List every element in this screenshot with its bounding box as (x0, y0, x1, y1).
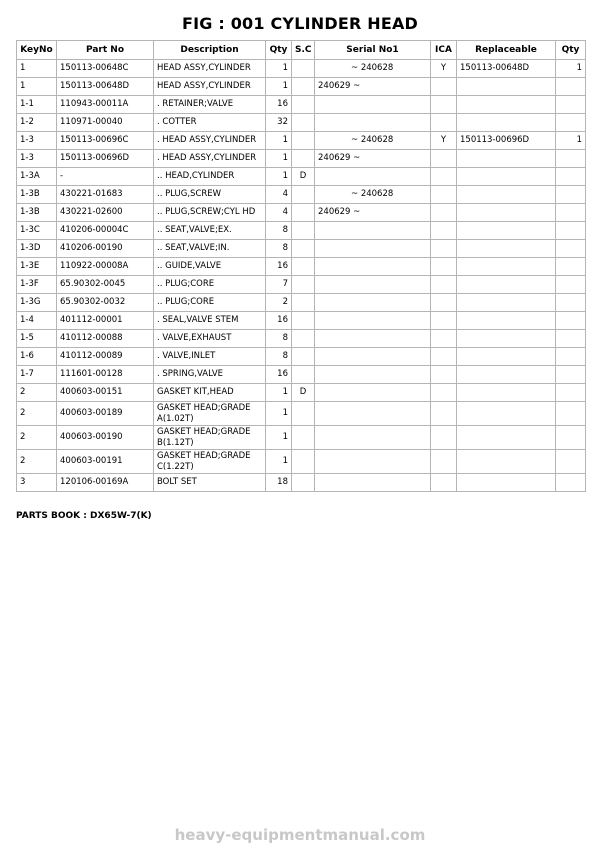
header-serial-no1: Serial No1 (315, 41, 431, 60)
cell-description: GASKET HEAD;GRADE B(1.12T) (154, 426, 266, 450)
cell-replaceable-qty (556, 276, 586, 294)
cell-keyno: 1-3F (17, 276, 57, 294)
cell-description: .. SEAT,VALVE;IN. (154, 240, 266, 258)
cell-qty: 1 (266, 132, 292, 150)
cell-replaceable-qty (556, 426, 586, 450)
header-qty: Qty (266, 41, 292, 60)
cell-description: BOLT SET (154, 474, 266, 492)
table-row (17, 294, 586, 312)
cell-sc (292, 186, 315, 204)
table-row (17, 402, 586, 426)
parts-table-body (17, 60, 586, 492)
cell-serial-no1 (315, 222, 431, 240)
cell-keyno: 1-6 (17, 348, 57, 366)
cell-replaceable-qty (556, 204, 586, 222)
header-sc: S.C (292, 41, 315, 60)
table-row (17, 258, 586, 276)
cell-replaceable-qty (556, 312, 586, 330)
cell-ica (431, 96, 457, 114)
cell-ica: Y (431, 60, 457, 78)
cell-sc (292, 474, 315, 492)
header-part-no: Part No (57, 41, 154, 60)
cell-replaceable-qty (556, 114, 586, 132)
cell-replaceable-qty (556, 186, 586, 204)
table-row (17, 426, 586, 450)
cell-part-no: 410206-00004C (57, 222, 154, 240)
table-row (17, 96, 586, 114)
cell-part-no: 150113-00696D (57, 150, 154, 168)
cell-replaceable-qty (556, 450, 586, 474)
cell-ica (431, 330, 457, 348)
cell-part-no: 110922-00008A (57, 258, 154, 276)
cell-replaceable (457, 384, 556, 402)
cell-part-no: 430221-02600 (57, 204, 154, 222)
cell-replaceable (457, 150, 556, 168)
cell-replaceable (457, 222, 556, 240)
cell-sc (292, 366, 315, 384)
cell-part-no: 430221-01683 (57, 186, 154, 204)
cell-part-no: 110943-00011A (57, 96, 154, 114)
parts-table (16, 40, 586, 492)
cell-qty: 16 (266, 366, 292, 384)
table-row (17, 204, 586, 222)
cell-serial-no1 (315, 294, 431, 312)
table-header-row (17, 41, 586, 60)
cell-qty: 8 (266, 348, 292, 366)
cell-serial-no1 (315, 240, 431, 258)
cell-ica (431, 312, 457, 330)
cell-keyno: 2 (17, 426, 57, 450)
page-title: FIG : 001 CYLINDER HEAD (181, 14, 419, 33)
table-row (17, 114, 586, 132)
cell-replaceable (457, 204, 556, 222)
cell-part-no: 65.90302-0032 (57, 294, 154, 312)
cell-replaceable: 150113-00696D (457, 132, 556, 150)
cell-ica (431, 426, 457, 450)
cell-description: HEAD ASSY,CYLINDER (154, 60, 266, 78)
cell-sc: D (292, 384, 315, 402)
cell-serial-no1 (315, 312, 431, 330)
cell-serial-no1 (315, 348, 431, 366)
cell-keyno: 1 (17, 78, 57, 96)
cell-replaceable (457, 78, 556, 96)
cell-ica (431, 294, 457, 312)
cell-replaceable-qty: 1 (556, 132, 586, 150)
cell-replaceable-qty (556, 78, 586, 96)
cell-ica (431, 276, 457, 294)
cell-keyno: 1-3B (17, 204, 57, 222)
cell-part-no: 110971-00040 (57, 114, 154, 132)
cell-serial-no1 (315, 402, 431, 426)
header-description: Description (154, 41, 266, 60)
cell-serial-no1 (315, 96, 431, 114)
cell-replaceable (457, 474, 556, 492)
cell-ica (431, 78, 457, 96)
table-row (17, 240, 586, 258)
cell-replaceable (457, 96, 556, 114)
cell-description: HEAD ASSY,CYLINDER (154, 78, 266, 96)
cell-replaceable (457, 312, 556, 330)
cell-qty: 1 (266, 168, 292, 186)
table-row (17, 348, 586, 366)
cell-serial-no1: 240629 ~ (315, 204, 431, 222)
cell-part-no: 111601-00128 (57, 366, 154, 384)
cell-description: . VALVE,INLET (154, 348, 266, 366)
cell-serial-no1 (315, 330, 431, 348)
cell-serial-no1 (315, 114, 431, 132)
parts-book-label: PARTS BOOK : DX65W-7(K) (16, 511, 152, 521)
cell-part-no: 150113-00696C (57, 132, 154, 150)
cell-qty: 1 (266, 150, 292, 168)
cell-description: .. GUIDE,VALVE (154, 258, 266, 276)
cell-sc (292, 276, 315, 294)
cell-ica (431, 402, 457, 426)
cell-replaceable-qty (556, 96, 586, 114)
cell-keyno: 1-1 (17, 96, 57, 114)
cell-description: GASKET HEAD;GRADE A(1.02T) (154, 402, 266, 426)
cell-description: . SPRING,VALVE (154, 366, 266, 384)
cell-replaceable-qty (556, 402, 586, 426)
cell-keyno: 1-3D (17, 240, 57, 258)
table-row (17, 132, 586, 150)
cell-replaceable (457, 426, 556, 450)
cell-keyno: 1-3 (17, 150, 57, 168)
cell-part-no: 150113-00648D (57, 78, 154, 96)
cell-qty: 16 (266, 312, 292, 330)
cell-qty: 1 (266, 384, 292, 402)
cell-sc (292, 294, 315, 312)
cell-keyno: 1-3B (17, 186, 57, 204)
cell-replaceable (457, 186, 556, 204)
cell-description: .. PLUG;CORE (154, 294, 266, 312)
cell-serial-no1 (315, 276, 431, 294)
cell-sc (292, 204, 315, 222)
cell-replaceable (457, 348, 556, 366)
cell-description: . HEAD ASSY,CYLINDER (154, 150, 266, 168)
cell-part-no: 410112-00088 (57, 330, 154, 348)
table-row (17, 222, 586, 240)
watermark: heavy-equipmentmanual.com (174, 826, 426, 844)
cell-replaceable (457, 330, 556, 348)
cell-qty: 18 (266, 474, 292, 492)
table-row (17, 186, 586, 204)
cell-description: .. HEAD,CYLINDER (154, 168, 266, 186)
cell-ica (431, 366, 457, 384)
cell-replaceable-qty (556, 366, 586, 384)
cell-description: . HEAD ASSY,CYLINDER (154, 132, 266, 150)
cell-serial-no1: ~ 240628 (315, 60, 431, 78)
cell-description: .. PLUG,SCREW (154, 186, 266, 204)
cell-ica (431, 384, 457, 402)
cell-part-no: - (57, 168, 154, 186)
cell-replaceable-qty (556, 240, 586, 258)
cell-description: GASKET KIT,HEAD (154, 384, 266, 402)
cell-replaceable-qty (556, 474, 586, 492)
cell-ica (431, 450, 457, 474)
cell-serial-no1 (315, 426, 431, 450)
cell-keyno: 1-7 (17, 366, 57, 384)
cell-serial-no1 (315, 258, 431, 276)
header-ica: ICA (431, 41, 457, 60)
cell-keyno: 2 (17, 384, 57, 402)
table-row (17, 78, 586, 96)
cell-keyno: 1 (17, 60, 57, 78)
table-row (17, 312, 586, 330)
cell-replaceable-qty (556, 384, 586, 402)
cell-replaceable-qty (556, 258, 586, 276)
cell-ica (431, 186, 457, 204)
cell-replaceable (457, 402, 556, 426)
table-row (17, 330, 586, 348)
cell-description: .. PLUG;CORE (154, 276, 266, 294)
cell-serial-no1 (315, 366, 431, 384)
cell-replaceable (457, 276, 556, 294)
table-row (17, 150, 586, 168)
cell-keyno: 2 (17, 450, 57, 474)
cell-replaceable (457, 366, 556, 384)
cell-description: .. SEAT,VALVE;EX. (154, 222, 266, 240)
cell-ica (431, 168, 457, 186)
cell-replaceable (457, 114, 556, 132)
cell-replaceable (457, 258, 556, 276)
cell-keyno: 3 (17, 474, 57, 492)
cell-sc (292, 222, 315, 240)
table-row (17, 384, 586, 402)
cell-replaceable-qty (556, 222, 586, 240)
cell-qty: 1 (266, 450, 292, 474)
cell-description: GASKET HEAD;GRADE C(1.22T) (154, 450, 266, 474)
cell-ica (431, 474, 457, 492)
cell-sc: D (292, 168, 315, 186)
cell-ica (431, 240, 457, 258)
cell-ica (431, 222, 457, 240)
cell-description: . COTTER (154, 114, 266, 132)
cell-sc (292, 258, 315, 276)
cell-part-no: 400603-00190 (57, 426, 154, 450)
cell-ica (431, 204, 457, 222)
cell-qty: 7 (266, 276, 292, 294)
cell-replaceable-qty (556, 168, 586, 186)
cell-qty: 8 (266, 330, 292, 348)
cell-keyno: 1-3A (17, 168, 57, 186)
cell-qty: 2 (266, 294, 292, 312)
cell-qty: 1 (266, 78, 292, 96)
cell-sc (292, 402, 315, 426)
cell-keyno: 1-3C (17, 222, 57, 240)
cell-keyno: 2 (17, 402, 57, 426)
cell-ica (431, 114, 457, 132)
cell-replaceable-qty: 1 (556, 60, 586, 78)
cell-serial-no1: 240629 ~ (315, 78, 431, 96)
cell-serial-no1: 240629 ~ (315, 150, 431, 168)
cell-part-no: 150113-00648C (57, 60, 154, 78)
cell-qty: 1 (266, 60, 292, 78)
cell-part-no: 410112-00089 (57, 348, 154, 366)
cell-sc (292, 348, 315, 366)
cell-qty: 1 (266, 426, 292, 450)
header-replaceable: Replaceable (457, 41, 556, 60)
cell-part-no: 410206-00190 (57, 240, 154, 258)
cell-serial-no1 (315, 474, 431, 492)
cell-part-no: 400603-00151 (57, 384, 154, 402)
cell-description: . RETAINER;VALVE (154, 96, 266, 114)
cell-sc (292, 114, 315, 132)
cell-qty: 4 (266, 186, 292, 204)
table-row (17, 366, 586, 384)
cell-replaceable (457, 168, 556, 186)
cell-description: . VALVE,EXHAUST (154, 330, 266, 348)
table-row (17, 276, 586, 294)
cell-qty: 32 (266, 114, 292, 132)
cell-keyno: 1-3G (17, 294, 57, 312)
cell-sc (292, 426, 315, 450)
cell-sc (292, 132, 315, 150)
cell-serial-no1: ~ 240628 (315, 186, 431, 204)
cell-ica: Y (431, 132, 457, 150)
cell-sc (292, 96, 315, 114)
cell-serial-no1: ~ 240628 (315, 132, 431, 150)
table-row (17, 450, 586, 474)
cell-replaceable-qty (556, 330, 586, 348)
header-replaceable-qty: Qty (556, 41, 586, 60)
cell-qty: 4 (266, 204, 292, 222)
table-row (17, 168, 586, 186)
cell-part-no: 400603-00191 (57, 450, 154, 474)
table-row (17, 60, 586, 78)
cell-qty: 16 (266, 96, 292, 114)
cell-keyno: 1-3 (17, 132, 57, 150)
cell-keyno: 1-4 (17, 312, 57, 330)
cell-serial-no1 (315, 384, 431, 402)
cell-part-no: 65.90302-0045 (57, 276, 154, 294)
cell-replaceable-qty (556, 150, 586, 168)
header-keyno: KeyNo (17, 41, 57, 60)
cell-sc (292, 330, 315, 348)
cell-replaceable (457, 240, 556, 258)
cell-part-no: 120106-00169A (57, 474, 154, 492)
cell-part-no: 401112-00001 (57, 312, 154, 330)
table-row (17, 474, 586, 492)
cell-serial-no1 (315, 168, 431, 186)
cell-replaceable: 150113-00648D (457, 60, 556, 78)
cell-replaceable (457, 294, 556, 312)
cell-ica (431, 150, 457, 168)
cell-replaceable (457, 450, 556, 474)
cell-replaceable-qty (556, 294, 586, 312)
cell-serial-no1 (315, 450, 431, 474)
cell-replaceable-qty (556, 348, 586, 366)
cell-qty: 1 (266, 402, 292, 426)
cell-description: . SEAL,VALVE STEM (154, 312, 266, 330)
cell-ica (431, 348, 457, 366)
cell-sc (292, 450, 315, 474)
cell-ica (431, 258, 457, 276)
cell-keyno: 1-2 (17, 114, 57, 132)
cell-keyno: 1-5 (17, 330, 57, 348)
cell-sc (292, 60, 315, 78)
cell-description: .. PLUG,SCREW;CYL HD (154, 204, 266, 222)
cell-sc (292, 78, 315, 96)
cell-sc (292, 312, 315, 330)
cell-keyno: 1-3E (17, 258, 57, 276)
cell-qty: 8 (266, 222, 292, 240)
cell-part-no: 400603-00189 (57, 402, 154, 426)
cell-qty: 16 (266, 258, 292, 276)
cell-sc (292, 150, 315, 168)
cell-sc (292, 240, 315, 258)
cell-qty: 8 (266, 240, 292, 258)
